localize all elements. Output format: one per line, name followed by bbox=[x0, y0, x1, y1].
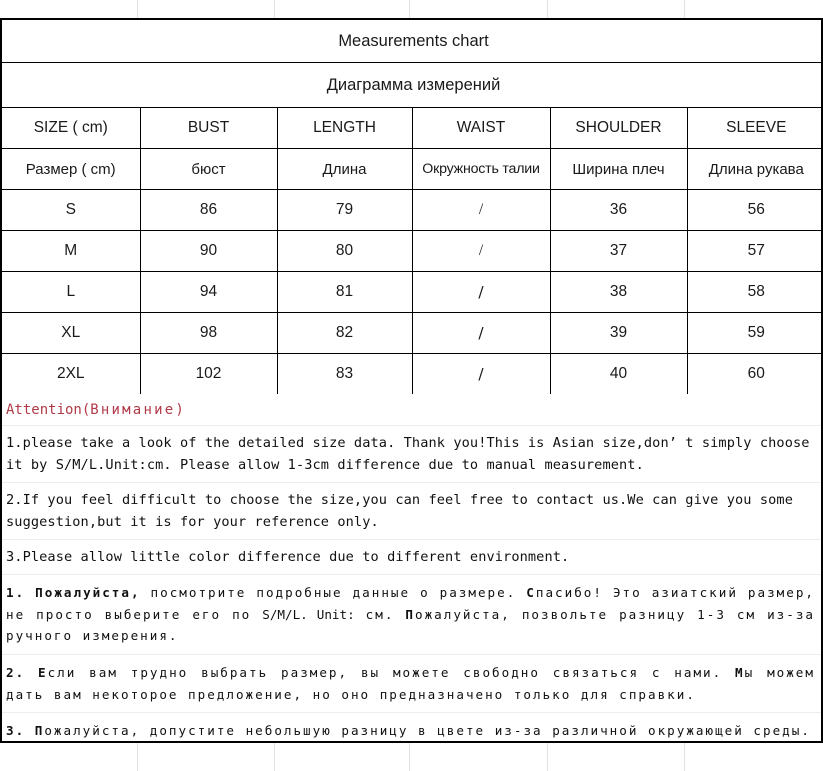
header-size-en: SIZE ( cm) bbox=[2, 108, 140, 149]
ghost-cell bbox=[410, 743, 548, 771]
cell-size: 2XL bbox=[2, 354, 140, 395]
size-chart-table bbox=[2, 20, 823, 394]
cell-shoulder: 40 bbox=[550, 354, 687, 395]
cell-bust: 90 bbox=[140, 231, 277, 272]
ghost-cell bbox=[548, 743, 685, 771]
note-ru-3-a: ожалуйста, допустите небольшую разницу в цвете из-за различной окружающей среды. bbox=[44, 723, 811, 739]
cell-shoulder: 36 bbox=[550, 190, 687, 231]
note-ru-2 bbox=[2, 655, 821, 713]
cell-waist: / bbox=[412, 190, 550, 231]
cell-size: XL bbox=[2, 313, 140, 354]
cell-sleeve: 58 bbox=[687, 272, 823, 313]
cell-waist: / bbox=[412, 313, 550, 354]
cell-waist: / bbox=[412, 272, 550, 313]
cell-length: 83 bbox=[277, 354, 412, 395]
cell-length: 80 bbox=[277, 231, 412, 272]
ghost-cell bbox=[0, 0, 138, 18]
table-header-row-ru bbox=[2, 149, 823, 190]
cell-length: 81 bbox=[277, 272, 412, 313]
header-sleeve-en: SLEEVE bbox=[687, 108, 823, 149]
cell-sleeve: 60 bbox=[687, 354, 823, 395]
header-bust-en: BUST bbox=[140, 108, 277, 149]
ghost-cell bbox=[138, 743, 275, 771]
top-gridline-strip bbox=[0, 0, 823, 18]
note-ru-1-lead-c: П bbox=[405, 606, 416, 622]
cell-shoulder: 38 bbox=[550, 272, 687, 313]
note-ru-1-latin: S/M/L. Unit: bbox=[262, 606, 355, 622]
note-en-2: 2.If you feel difficult to choose the size,you can feel free to contact us.We can give you some suggestion,but it is for your reference only. bbox=[2, 483, 821, 540]
note-ru-2-lead-b: М bbox=[735, 665, 745, 681]
ghost-cell bbox=[685, 0, 823, 18]
note-ru-1-b: пасибо! Это азиатский размер, не просто выберите его по bbox=[6, 585, 815, 622]
bottom-gridline-strip bbox=[0, 743, 823, 771]
attention-label-en: Attention( bbox=[6, 402, 91, 418]
cell-sleeve: 59 bbox=[687, 313, 823, 354]
table-row bbox=[2, 190, 823, 231]
cell-waist: / bbox=[412, 354, 550, 395]
note-ru-2-a: сли вам трудно выбрать размер, вы можете свободно связаться с нами. bbox=[47, 665, 736, 681]
note-ru-1-c: см. bbox=[354, 606, 406, 622]
cell-sleeve: 57 bbox=[687, 231, 823, 272]
note-en-1: 1.please take a look of the detailed size data. Thank you!This is Asian size,don’ t simply choose it by S/M/L.Unit:cm. Please allow 1-3cm difference due to manual measurement. bbox=[2, 426, 821, 483]
note-ru-1-lead: 1. Пожалуйста, bbox=[6, 585, 141, 601]
cell-bust: 86 bbox=[140, 190, 277, 231]
table-row bbox=[2, 272, 823, 313]
cell-sleeve: 56 bbox=[687, 190, 823, 231]
header-length-ru: Длина bbox=[277, 149, 412, 190]
ghost-cell bbox=[138, 0, 275, 18]
cell-bust: 102 bbox=[140, 354, 277, 395]
cell-bust: 94 bbox=[140, 272, 277, 313]
note-ru-1 bbox=[2, 575, 821, 655]
measurements-sheet bbox=[0, 18, 823, 743]
ghost-cell bbox=[0, 743, 138, 771]
cell-length: 79 bbox=[277, 190, 412, 231]
table-row bbox=[2, 231, 823, 272]
notes-section bbox=[2, 394, 821, 749]
cell-size: L bbox=[2, 272, 140, 313]
table-row bbox=[2, 354, 823, 395]
table-title-row-en bbox=[2, 20, 823, 63]
header-bust-ru: бюст bbox=[140, 149, 277, 190]
note-ru-1-d: ожалуйста, позвольте разницу 1-3 см из-за ручного измерения. bbox=[6, 606, 815, 644]
ghost-cell bbox=[275, 0, 410, 18]
note-ru-2-lead: 2. Е bbox=[6, 665, 48, 681]
header-sleeve-ru: Длина рукава bbox=[687, 149, 823, 190]
ghost-cell bbox=[548, 0, 685, 18]
note-ru-1-a: посмотрите подробные данные о размере. bbox=[140, 585, 527, 601]
header-shoulder-en: SHOULDER bbox=[550, 108, 687, 149]
ghost-cell bbox=[410, 0, 548, 18]
attention-label-close: ) bbox=[175, 402, 184, 418]
cell-shoulder: 39 bbox=[550, 313, 687, 354]
cell-length: 82 bbox=[277, 313, 412, 354]
cell-size: M bbox=[2, 231, 140, 272]
chart-title-en: Measurements chart bbox=[2, 20, 823, 63]
note-ru-2-b: ы можем дать вам некоторое предложение, но оно предназначено только для справки. bbox=[6, 665, 815, 702]
header-waist-ru: Окружность талии bbox=[412, 149, 550, 190]
ghost-cell bbox=[275, 743, 410, 771]
header-waist-en: WAIST bbox=[412, 108, 550, 149]
header-length-en: LENGTH bbox=[277, 108, 412, 149]
cell-waist: / bbox=[412, 231, 550, 272]
cell-size: S bbox=[2, 190, 140, 231]
attention-heading bbox=[2, 394, 821, 426]
note-ru-1-lead-b: С bbox=[526, 585, 536, 601]
note-en-3: 3.Please allow little color difference due to different environment. bbox=[2, 540, 821, 575]
cell-shoulder: 37 bbox=[550, 231, 687, 272]
header-shoulder-ru: Ширина плеч bbox=[550, 149, 687, 190]
ghost-cell bbox=[685, 743, 823, 771]
attention-label-ru: Внимание bbox=[90, 402, 176, 418]
header-size-ru: Размер ( cm) bbox=[2, 149, 140, 190]
table-header-row-en bbox=[2, 108, 823, 149]
table-title-row-ru bbox=[2, 63, 823, 108]
table-row bbox=[2, 313, 823, 354]
chart-title-ru: Диаграмма измерений bbox=[2, 63, 823, 108]
note-ru-3-lead: 3. П bbox=[6, 723, 45, 739]
cell-bust: 98 bbox=[140, 313, 277, 354]
